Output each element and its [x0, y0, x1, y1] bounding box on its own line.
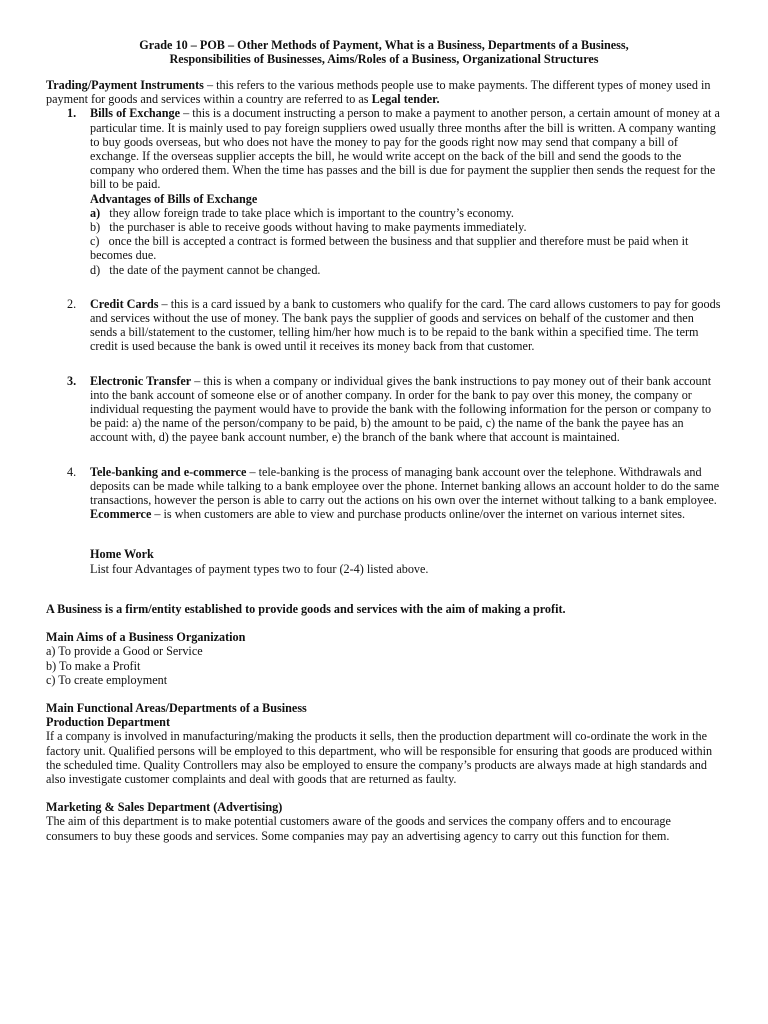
- item-number: 3.: [67, 373, 77, 388]
- aim-b: b) To make a Profit: [46, 658, 141, 673]
- homework-text: List four Advantages of payment types two to four (2-4) listed above.: [90, 561, 429, 576]
- item-text: [90, 297, 722, 354]
- page-title: [46, 38, 722, 66]
- item-text: [90, 374, 722, 445]
- item-body: – tele-banking is the process of managing bank account over the telephone. Withdrawals and deposits can be made while talking to a bank employee over the phone. Internet banking allows an account holder to do the same transactions, however the person is able to carry out the actions on his own over the internet without talking to a bank employee.: [90, 464, 720, 508]
- item-number: 1.: [67, 106, 77, 121]
- advantage-d: d) the date of the payment cannot be changed.: [90, 262, 321, 277]
- aim-a: a) To provide a Good or Service: [46, 644, 203, 659]
- item-term: Bills of Exchange: [90, 106, 181, 121]
- production-text: If a company is involved in manufacturing/making the products it sells, then the production department will co-ordinate the work in the factory unit. Qualified persons will be employed to this department, who will be responsible for ensuring that goods are produced within the scheduled time. Quality Controllers may also be employed to ensure the company’s products are always made at high standards and also investigate customer complaints and deal with goods that are returned as faulty.: [46, 729, 713, 786]
- list-item-electronic-transfer: [46, 374, 722, 445]
- aim-c: c) To create employment: [46, 672, 168, 687]
- title-line-2: Responsibilities of Businesses, Aims/Roles of a Business, Organizational Structures: [169, 52, 599, 66]
- homework-heading: Home Work: [90, 547, 154, 562]
- aims-section: [46, 630, 722, 687]
- departments-section: [46, 701, 722, 786]
- advantage-b: b) the purchaser is able to receive goods without having to make payments immediately.: [90, 220, 527, 235]
- ecommerce-text: Ecommerce – is when customers are able to view and purchase products online/over the internet on various internet sites.: [90, 507, 686, 522]
- list-item-tele-banking: [46, 465, 722, 522]
- item-body: – this is when a company or individual gives the bank instructions to pay money out of their bank account into the bank account of someone else or of another company. In order for the bank to pay over this money, the company or individual requesting the payment would have to provide the bank with the following information for the person or company to be paid: a) the name of the person/company to be paid, b) the amount to be paid, c) the name of the bank the payee has an account with, d) the payee bank account number, e) the branch of the bank where that account is maintained.: [90, 373, 712, 445]
- departments-heading: Main Functional Areas/Departments of a Business: [46, 700, 307, 715]
- list-item-credit-cards: [46, 297, 722, 354]
- marketing-heading: Marketing & Sales Department (Advertising): [46, 800, 283, 815]
- marketing-text: The aim of this department is to make potential customers aware of the goods and services the company offers and to encourage consumers to buy these goods and services. Some companies may pay an advertising agency to carry out this function for them.: [46, 814, 671, 843]
- homework-section: [46, 547, 722, 575]
- intro-term: Trading/Payment Instruments: [46, 78, 204, 92]
- item-term: Electronic Transfer: [90, 373, 192, 388]
- legal-tender: Legal tender.: [371, 92, 440, 107]
- item-text: [90, 106, 722, 191]
- list-item-bills-of-exchange: [46, 106, 722, 276]
- advantages-heading: Advantages of Bills of Exchange: [90, 191, 258, 206]
- title-line-1: Grade 10 – POB – Other Methods of Payment, What is a Business, Departments of a Business,: [139, 38, 629, 52]
- advantage-c: c) once the bill is accepted a contract is formed between the business and that supplier and therefore must be paid when it becomes due.: [90, 234, 689, 263]
- ecommerce-term: Ecommerce: [90, 507, 152, 522]
- advantage-a: a) they allow foreign trade to take place which is important to the country’s economy.: [90, 205, 514, 220]
- item-term: Tele-banking and e-commerce: [90, 464, 247, 479]
- production-heading: Production Department: [46, 715, 171, 730]
- item-number: 4.: [67, 464, 77, 479]
- intro-paragraph: [46, 78, 722, 106]
- item-term: Credit Cards: [90, 296, 159, 311]
- item-body: – this is a card issued by a bank to customers who qualify for the card. The card allows customers to pay for goods and services without the use of money. The bank pays the supplier of goods and services on behalf of the customer and then sends a bill/statement to the customer, telling him/her how much is to be repaid to the bank within a specified time. The term credit is used because the bank is owed until it receives its money back from that customer.: [90, 296, 721, 354]
- item-body: – this is a document instructing a person to make a payment to another person, a certain amount of money at a particular time. It is mainly used to pay foreign suppliers owed usually three months after the bill is written. A company wanting to buy goods overseas, but who does not have the money to pay for the goods right now may send that company a bill of exchange. If the overseas supplier accepts the bill, he would write accept on the back of the bill and send the goods to the company who ordered them. When the time has passes and the bill is due for payment the supplier then sends the request for the bill to be paid.: [90, 106, 720, 192]
- item-text: [90, 465, 722, 508]
- aims-heading: Main Aims of a Business Organization: [46, 630, 246, 645]
- item-number: 2.: [67, 296, 77, 311]
- intro-text: – this refers to the various methods people use to make payments. The different types of money used in payment for goods and services within a country are referred to as: [46, 78, 711, 107]
- marketing-section: [46, 800, 722, 843]
- business-definition: A Business is a firm/entity established to provide goods and services with the aim of making a profit.: [46, 601, 566, 616]
